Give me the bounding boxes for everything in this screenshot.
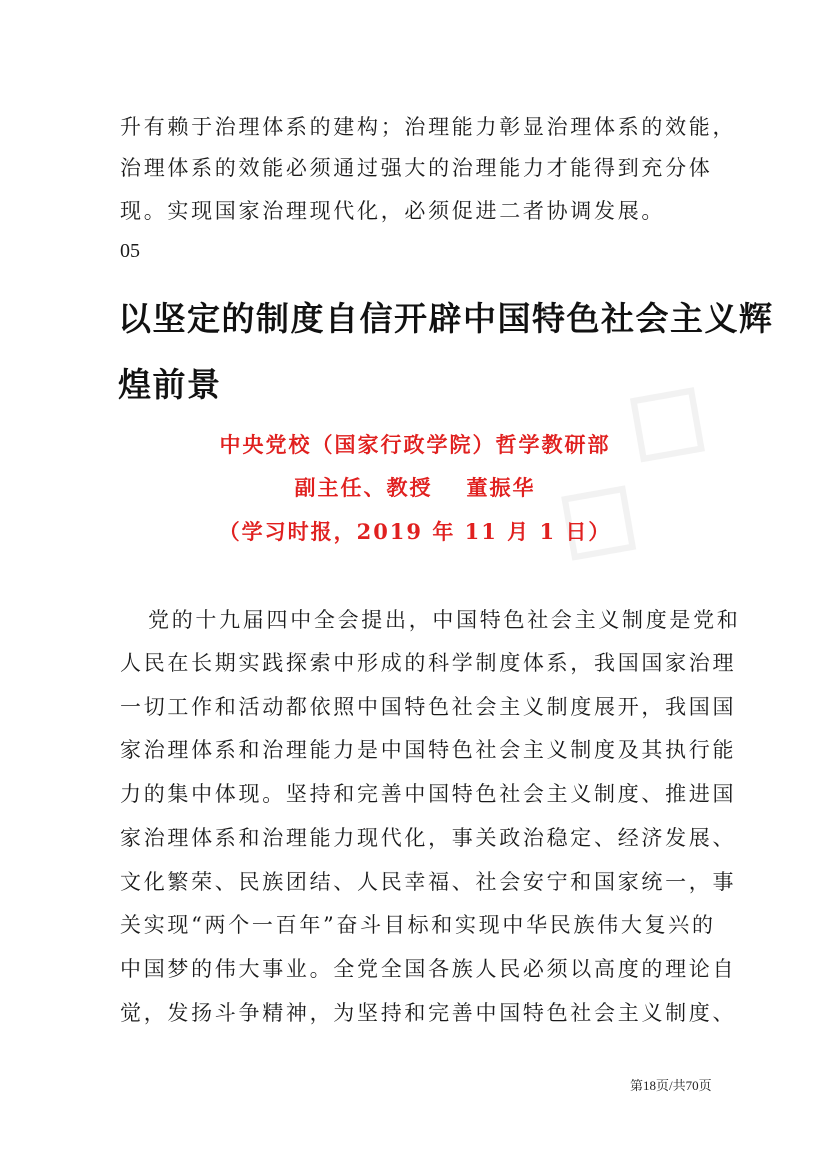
watermark: ◇ ◇: [526, 333, 767, 611]
intro-line-3: 现。实现国家治理现代化，必须促进二者协调发展。: [120, 199, 666, 223]
body-line-6: 家治理体系和治理能力现代化，事关政治稳定、经济发展、: [120, 826, 737, 850]
byline-position: 副主任、教授: [294, 475, 433, 500]
page-indicator: 第18页/共70页: [630, 1078, 712, 1093]
body-line-2: 人民在长期实践探索中形成的科学制度体系，我国国家治理: [120, 651, 737, 675]
intro-line-1: 升有赖于治理体系的建构；治理能力彰显治理体系的效能，: [120, 115, 737, 139]
article-title-line-2: 煌前景: [118, 365, 222, 404]
byline-institution: 中央党校（国家行政学院）哲学教研部: [219, 432, 611, 457]
intro-line-2: 治理体系的效能必须通过强大的治理能力才能得到充分体: [120, 156, 713, 180]
body-line-1: 党的十九届四中全会提出，中国特色社会主义制度是党和: [148, 608, 741, 632]
byline-author-line: [0, 472, 830, 502]
byline-author: 董振华: [466, 475, 536, 500]
body-line-10: 觉，发扬斗争精神，为坚持和完善中国特色社会主义制度、: [120, 1001, 737, 1025]
section-number: 05: [120, 240, 140, 262]
body-line-7: 文化繁荣、民族团结、人民幸福、社会安宁和国家统一，事: [120, 870, 737, 894]
byline-source: （学习时报，2019 年 11 月 1 日）: [218, 519, 612, 544]
body-line-8: 关实现“两个一百年”奋斗目标和实现中华民族伟大复兴的: [120, 913, 716, 937]
body-line-5: 力的集中体现。坚持和完善中国特色社会主义制度、推进国: [120, 782, 737, 806]
body-line-3: 一切工作和活动都依照中国特色社会主义制度展开，我国国: [120, 695, 737, 719]
body-line-9: 中国梦的伟大事业。全党全国各族人民必须以高度的理论自: [120, 957, 737, 981]
article-title-line-1: 以坚定的制度自信开辟中国特色社会主义辉: [118, 299, 774, 338]
body-line-4: 家治理体系和治理能力是中国特色社会主义制度及其执行能: [120, 738, 737, 762]
